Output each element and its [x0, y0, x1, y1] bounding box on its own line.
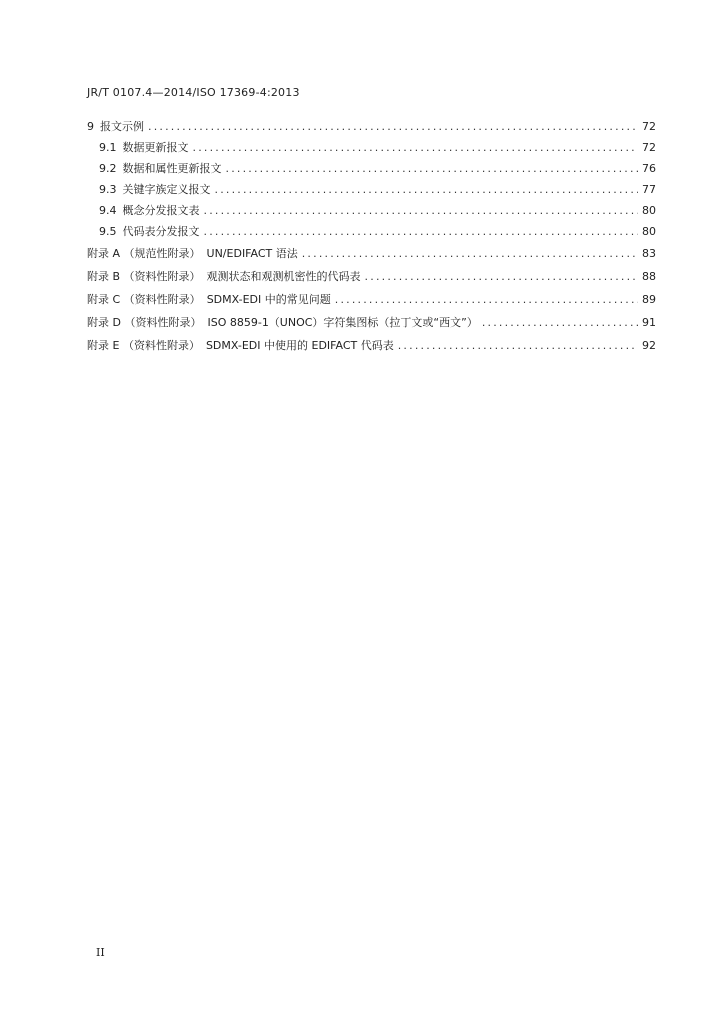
toc-entry-title: 数据和属性更新报文 [122, 162, 222, 175]
page-number: II [96, 946, 105, 959]
appendix-page: 92 [642, 339, 656, 352]
toc-leader-dots [226, 158, 639, 179]
toc-appendix-a[interactable] [87, 242, 656, 265]
toc-entry-9[interactable] [87, 116, 656, 137]
toc-entry-title: 概念分发报文表 [122, 204, 200, 217]
appendix-label: 附录 C （资料性附录） [87, 293, 201, 306]
toc-entry-page: 76 [642, 162, 656, 175]
appendix-title: SDMX-EDI 中的常见问题 [206, 293, 331, 306]
toc-entry-number: 9.4 [99, 204, 117, 217]
appendix-label: 附录 D （资料性附录） [87, 316, 202, 329]
appendix-label: 附录 B （资料性附录） [87, 270, 201, 283]
toc-entry-page: 72 [642, 141, 656, 154]
toc-appendix-b[interactable] [87, 265, 656, 288]
toc-leader-dots [398, 334, 638, 357]
standard-code-header: JR/T 0107.4—2014/ISO 17369-4:2013 [87, 86, 300, 99]
toc-leader-dots [193, 137, 639, 158]
appendix-page: 88 [642, 270, 656, 283]
toc-appendix-e[interactable] [87, 334, 656, 357]
toc-entry-9-1[interactable] [87, 137, 656, 158]
toc-leader-dots [482, 311, 638, 334]
toc-appendix-d[interactable] [87, 311, 656, 334]
toc-entry-9-3[interactable] [87, 179, 656, 200]
toc-entry-page: 80 [642, 225, 656, 238]
appendix-title: UN/EDIFACT 语法 [206, 247, 298, 260]
toc-appendix-c[interactable] [87, 288, 656, 311]
toc-entry-9-5[interactable] [87, 221, 656, 242]
toc-leader-dots [148, 116, 638, 137]
toc-entry-page: 72 [642, 120, 656, 133]
toc-entry-number: 9 [87, 120, 94, 133]
toc-leader-dots [204, 221, 639, 242]
toc-entry-title: 数据更新报文 [122, 141, 189, 154]
appendix-title: 观测状态和观测机密性的代码表 [206, 270, 361, 283]
toc-entry-page: 80 [642, 204, 656, 217]
appendix-page: 83 [642, 247, 656, 260]
table-of-contents [87, 116, 656, 357]
toc-entry-number: 9.5 [99, 225, 117, 238]
toc-entry-number: 9.1 [99, 141, 117, 154]
toc-entry-title: 报文示例 [100, 120, 144, 133]
toc-leader-dots [215, 179, 639, 200]
appendix-label: 附录 E （资料性附录） [87, 339, 200, 352]
appendix-label: 附录 A （规范性附录） [87, 247, 201, 260]
toc-entry-title: 代码表分发报文 [122, 225, 200, 238]
appendix-title: SDMX-EDI 中使用的 EDIFACT 代码表 [205, 339, 394, 352]
toc-leader-dots [365, 265, 638, 288]
toc-entry-number: 9.3 [99, 183, 117, 196]
toc-entry-number: 9.2 [99, 162, 117, 175]
toc-entry-9-4[interactable] [87, 200, 656, 221]
appendix-page: 89 [642, 293, 656, 306]
appendix-title: ISO 8859-1（UNOC）字符集图标（拉丁文或“西文”） [207, 316, 478, 329]
toc-leader-dots [204, 200, 639, 221]
toc-leader-dots [302, 242, 638, 265]
toc-entry-9-2[interactable] [87, 158, 656, 179]
toc-entry-title: 关键字族定义报文 [122, 183, 211, 196]
appendix-page: 91 [642, 316, 656, 329]
toc-entry-page: 77 [642, 183, 656, 196]
toc-leader-dots [335, 288, 638, 311]
